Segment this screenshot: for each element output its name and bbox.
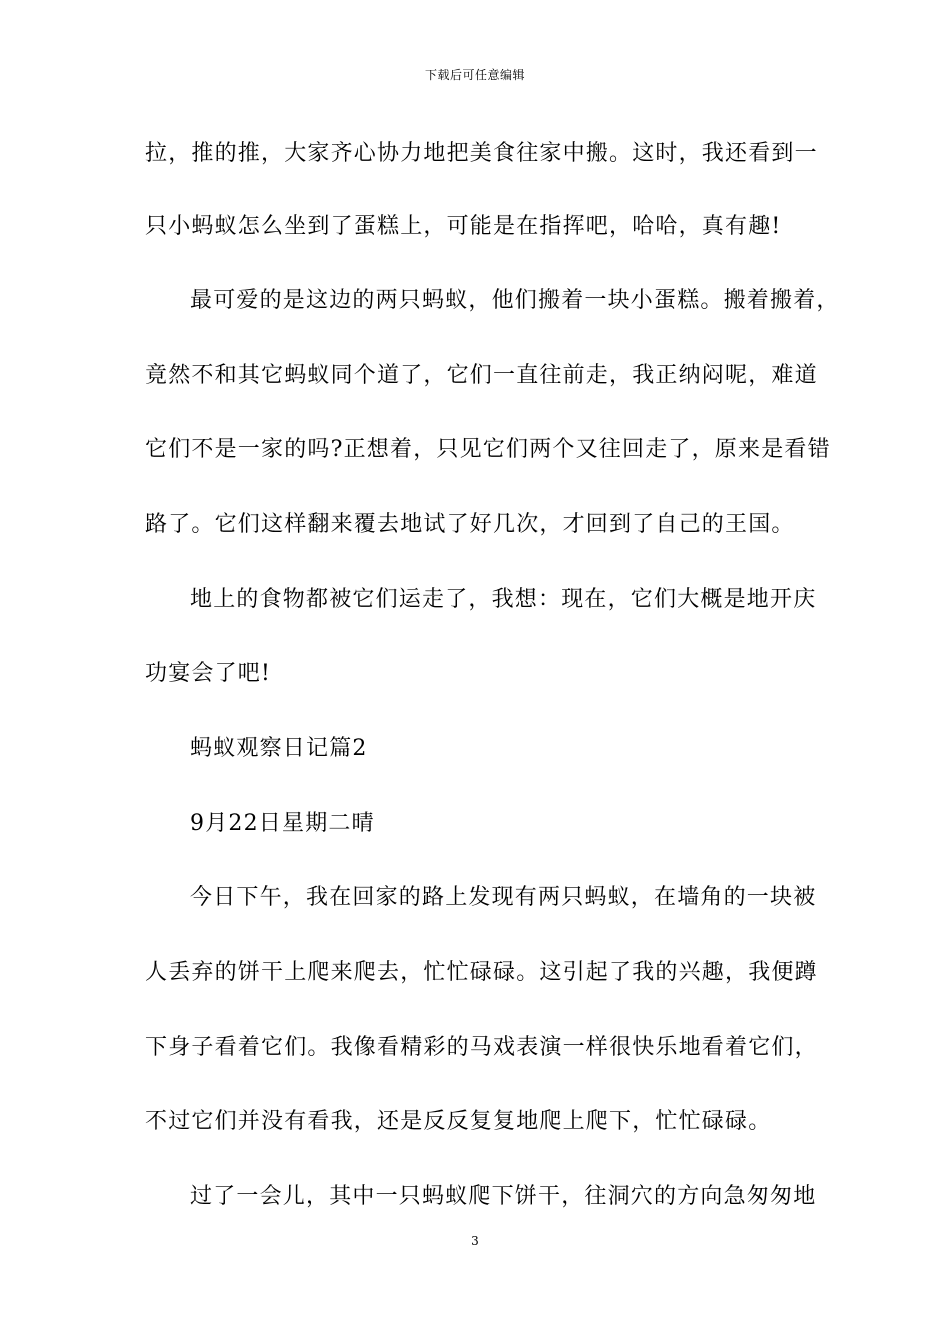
text-line: 拉，推的推，大家齐心协力地把美食往家中搬。这时，我还看到一	[145, 141, 818, 166]
text-line: 过了一会儿，其中一只蚂蚁爬下饼干，往洞穴的方向急匆匆地	[190, 1184, 817, 1209]
text-line: 地上的食物都被它们运走了，我想：现在，它们大概是地开庆	[190, 587, 817, 612]
page-number: 3	[471, 1234, 479, 1248]
text-line: 只小蚂蚁怎么坐到了蛋糕上，可能是在指挥吧，哈哈，真有趣!	[145, 214, 782, 239]
text-line: 它们不是一家的吗?正想着，只见它们两个又往回走了，原来是看错	[145, 437, 831, 462]
text-line: 最可爱的是这边的两只蚂蚁，他们搬着一块小蛋糕。搬着搬着，	[190, 288, 840, 313]
text-line: 人丢弃的饼干上爬来爬去，忙忙碌碌。这引起了我的兴趣，我便蹲	[145, 960, 818, 985]
text-line: 功宴会了吧!	[145, 661, 272, 686]
date-line: 9月22日星期二晴	[190, 811, 375, 836]
text-line: 下身子看着它们。我像看精彩的马戏表演一样很快乐地看着它们，	[145, 1035, 818, 1060]
text-line: 今日下午，我在回家的路上发现有两只蚂蚁，在墙角的一块被	[190, 885, 817, 910]
text-line: 路了。它们这样翻来覆去地试了好几次，才回到了自己的王国。	[145, 512, 795, 537]
text-line: 竟然不和其它蚂蚁同个道了，它们一直往前走，我正纳闷呢，难道	[145, 363, 818, 388]
section-heading: 蚂蚁观察日记篇2	[190, 736, 368, 761]
page-header: 下载后可任意编辑	[424, 68, 525, 82]
text-line: 不过它们并没有看我，还是反反复复地爬上爬下，忙忙碌碌。	[145, 1109, 772, 1134]
